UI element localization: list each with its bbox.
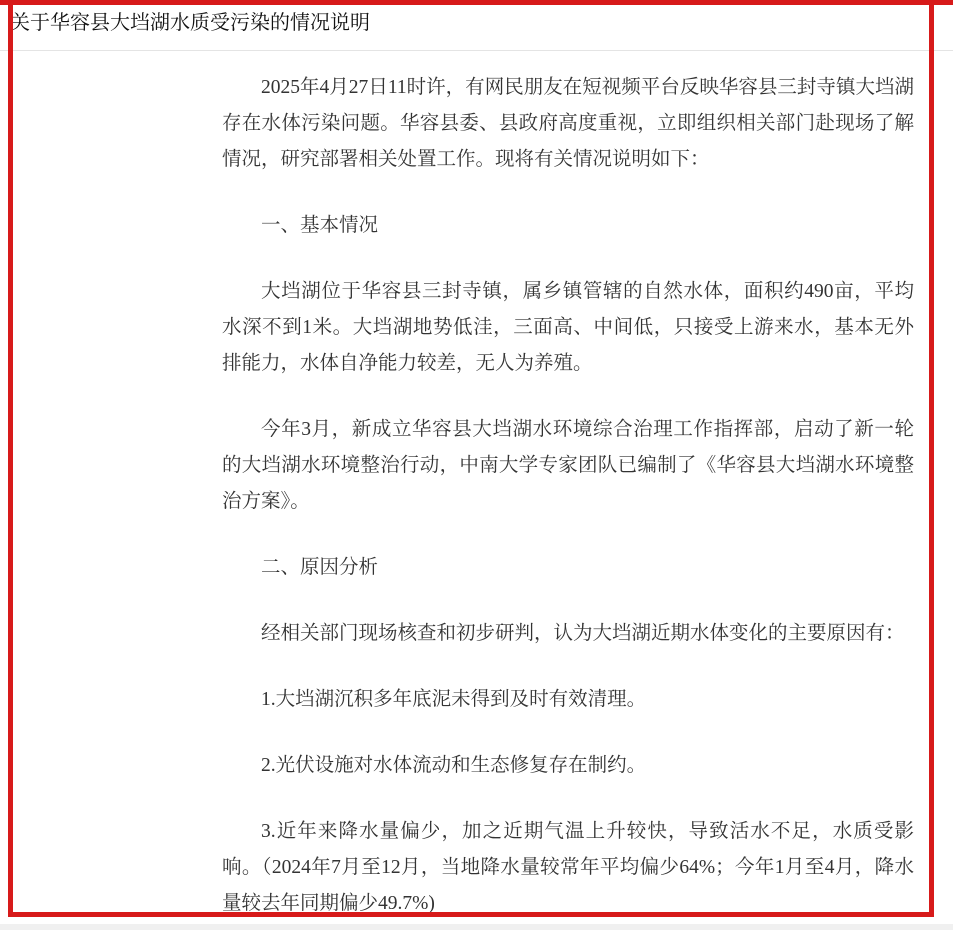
page-title: 关于华容县大垱湖水质受污染的情况说明 [10, 12, 370, 34]
paragraph-causes-intro: 经相关部门现场核查和初步研判，认为大垱湖近期水体变化的主要原因有： [261, 623, 905, 644]
paragraph-intro: 2025年4月27日11时许，有网民朋友在短视频平台反映华容县三封寺镇大垱湖存在水体污染问题。华容县委、县政府高度重视，立即组织相关部门赴现场了解情况，研究部署相关处置工作。现将有关情况说明如下： [222, 77, 914, 170]
cause-item-2: 2.光伏设施对水体流动和生态修复存在制约。 [261, 755, 647, 776]
section-heading-1: 一、基本情况 [261, 215, 379, 236]
paragraph-lake-info: 大垱湖位于华容县三封寺镇，属乡镇管辖的自然水体，面积约490亩，平均水深不到1米。大垱湖地势低洼，三面高、中间低，只接受上游来水，基本无外排能力，水体自净能力较差，无人为养殖。 [222, 281, 914, 374]
article-body [222, 52, 914, 952]
cause-item-3: 3.近年来降水量偏少，加之近期气温上升较快，导致活水不足，水质受影响。（2024年7月至12月，当地降水量较常年平均偏少64%；今年1月至4月，降水量较去年同期偏少49.7%) [222, 821, 914, 914]
cause-item-1: 1.大垱湖沉积多年底泥未得到及时有效清理。 [261, 689, 647, 710]
page-bottom-edge [0, 924, 953, 930]
paragraph-march-plan: 今年3月，新成立华容县大垱湖水环境综合治理工作指挥部，启动了新一轮的大垱湖水环境整治行动，中南大学专家团队已编制了《华容县大垱湖水环境整治方案》。 [222, 419, 914, 512]
annotation-top-line [0, 0, 953, 5]
section-heading-2: 二、原因分析 [261, 557, 379, 578]
title-divider [0, 50, 953, 51]
